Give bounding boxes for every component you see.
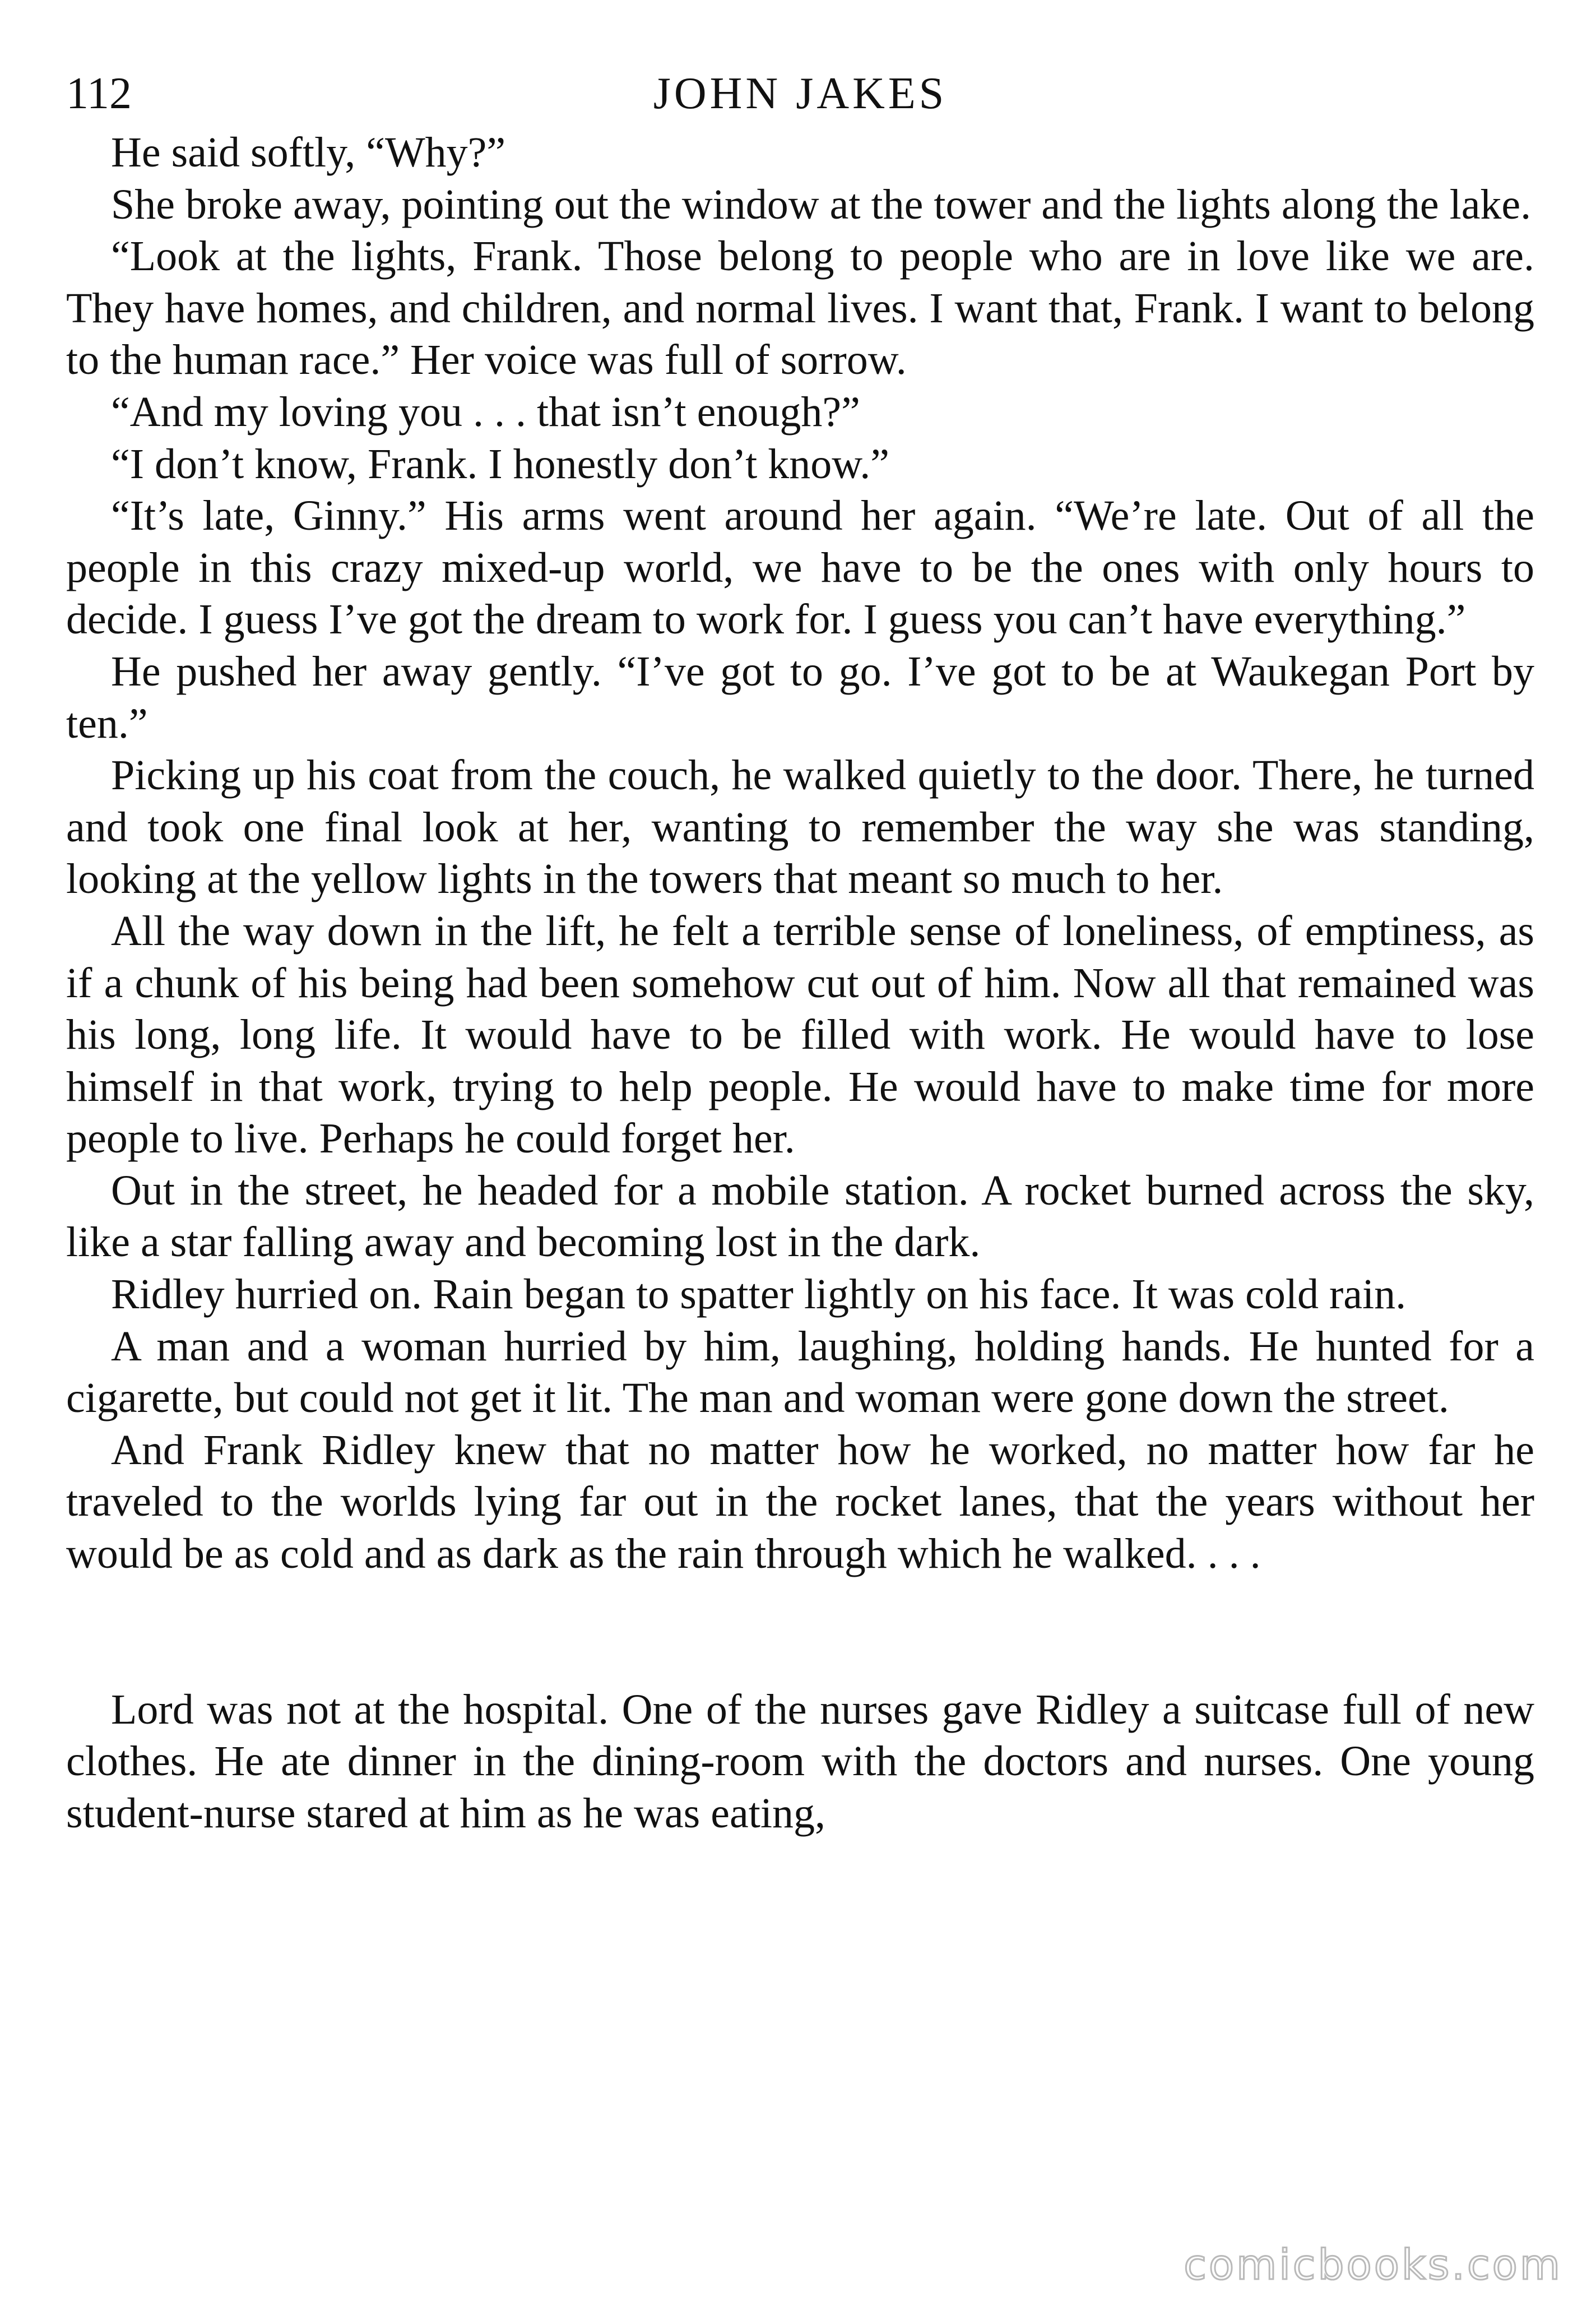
paragraph: All the way down in the lift, he felt a terrible sense of loneliness, of emptiness, as if a chunk of his being had been somehow cut out of him. Now all that remained was his long, long life. It would have to be filled with work. He would have to lose himself in that work, trying to help people. He would have to make time for more people to live. Perhaps he could forget her. — [66, 907, 1534, 1163]
paragraph: He said softly, “Why?” — [111, 129, 506, 176]
paragraph: Ridley hurried on. Rain began to spatter lightly on his face. It was cold rain. — [111, 1271, 1407, 1318]
paragraph: “Look at the lights, Frank. Those belong to people who are in love like we are. They have homes, and children, and normal lives. I want that, Frank. I want to belong to the human race.” Her voice was full of sorrow. — [66, 233, 1534, 384]
paragraph: “It’s late, Ginny.” His arms went around her again. “We’re late. Out of all the people in this crazy mixed-up world, we have to be the ones with only hours to decide. I guess I’ve got the dream to work for. I guess you can’t have everything.” — [66, 492, 1534, 643]
paragraph: Picking up his coat from the couch, he walked quietly to the door. There, he turned and took one final look at her, wanting to remember the way she was standing, looking at the yellow lights in the towers that meant so much to her. — [66, 752, 1534, 903]
running-head — [66, 63, 1534, 124]
paragraph: She broke away, pointing out the window at the tower and the lights along the lake. — [111, 180, 1532, 228]
paragraph: “And my loving you . . . that isn’t enough?” — [111, 388, 860, 436]
paragraph: A man and a woman hurried by him, laughing, holding hands. He hunted for a cigarette, but could not get it lit. The man and woman were gone down the street. — [66, 1322, 1534, 1422]
body-text — [66, 127, 1534, 1839]
page-number: 112 — [66, 69, 132, 118]
section-break — [66, 1580, 1534, 1684]
watermark: comicbooks.com — [1184, 2241, 1562, 2289]
running-title: JOHN JAKES — [653, 69, 948, 118]
paragraph: He pushed her away gently. “I’ve got to go. I’ve got to be at Waukegan Port by ten.” — [66, 647, 1534, 747]
paragraph: Out in the street, he headed for a mobile station. A rocket burned across the sky, like a star falling away and becoming lost in the dark. — [66, 1166, 1534, 1266]
paragraph: Lord was not at the hospital. One of the nurses gave Ridley a suitcase full of new clothes. He ate dinner in the dining-room with the doctors and nurses. One young student-nurse stared at him as he was eating, — [66, 1685, 1534, 1837]
paragraph: “I don’t know, Frank. I honestly don’t know.” — [111, 440, 889, 488]
paragraph: And Frank Ridley knew that no matter how he worked, no matter how far he traveled to the worlds lying far out in the rocket lanes, that the years without her would be as cold and as dark as the rain through which he walked. . . . — [66, 1426, 1534, 1578]
